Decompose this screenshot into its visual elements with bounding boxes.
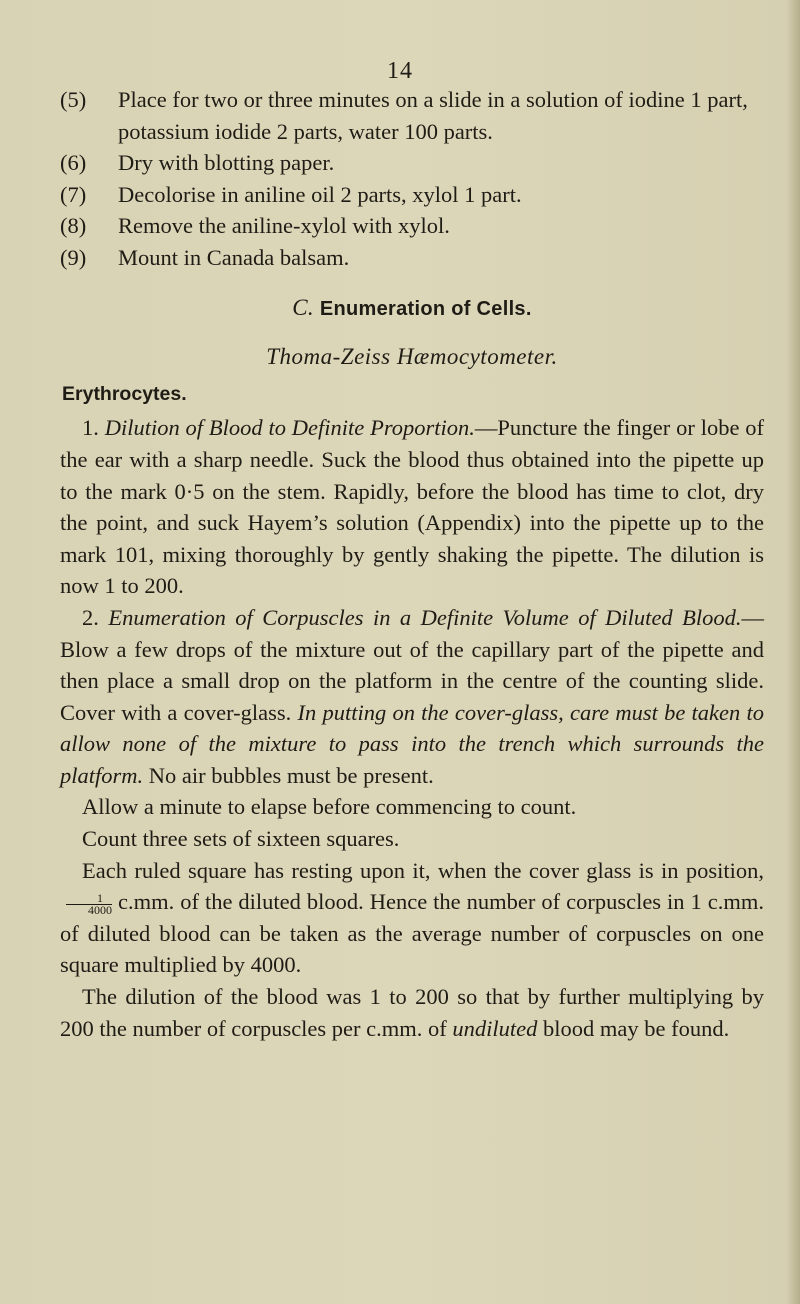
- para-lead: 1.: [82, 415, 105, 441]
- step-number: (5): [60, 87, 87, 112]
- paragraph-enumeration: [60, 602, 764, 792]
- step-item: [60, 242, 764, 274]
- para-text: The dilution of the blood was 1 to 200 so that by further multiplying by 200 the number of corpuscles per c.mm. of: [60, 984, 764, 1041]
- page-body: [60, 84, 764, 1044]
- para-italic: undiluted: [452, 1015, 538, 1041]
- para-text: Each ruled square has resting upon it, when the cover glass is in position,: [82, 857, 764, 883]
- step-item: [60, 84, 764, 147]
- para-title: Dilution of Blood to Definite Proportion.: [104, 415, 475, 441]
- para-italic: In putting on the cover-glass, care must be taken to allow none of the mixture to pass into the trench which surrounds the platform.: [60, 699, 764, 788]
- step-item: [60, 210, 764, 242]
- para-text: —Puncture the finger or lobe of the ear with a sharp needle. Suck the blood thus obtained into the pipette up to the mark 0·5 on the stem. Rapidly, before the blood has time to clot, dry the point, and suck Hayem’s solution (Appendix) into the pipette up to the mark 101, mixing thoroughly by gently shaking the pipette. The dilution is now 1 to 200.: [60, 415, 765, 599]
- para-title: Enumeration of Corpuscles in a Definite Volume of Diluted Blood.: [108, 604, 742, 630]
- paragraph-dilution: [60, 412, 764, 602]
- paragraph-wait: Allow a minute to elapse before commencing to count.: [82, 794, 577, 820]
- step-text: Dry with blotting paper.: [118, 150, 335, 176]
- paragraph-dilution-factor: [60, 981, 764, 1044]
- page-edge-shadow: [786, 0, 800, 1304]
- paragraph-count: Count three sets of sixteen squares.: [82, 826, 400, 852]
- step-item: [60, 147, 764, 179]
- section-title: Enumeration of Cells.: [319, 297, 532, 320]
- section-letter: C.: [292, 294, 314, 320]
- step-text: Mount in Canada balsam.: [118, 244, 350, 270]
- para-lead: 2.: [82, 604, 109, 630]
- page-number: 14: [387, 58, 413, 84]
- group-heading: Erythrocytes.: [62, 382, 187, 405]
- step-text: Decolorise in aniline oil 2 parts, xylol 1 part.: [118, 181, 522, 207]
- step-text: Place for two or three minutes on a slide in a solution of iodine 1 part, potassium iodide 2 parts, water 100 parts.: [118, 87, 748, 144]
- para-tail: No air bubbles must be present.: [143, 762, 434, 788]
- step-number: (6): [60, 150, 87, 176]
- step-item: [60, 179, 764, 211]
- fraction-numerator: 1: [66, 893, 112, 905]
- paragraph-ruled-square: [60, 855, 764, 981]
- step-text: Remove the aniline-xylol with xylol.: [118, 213, 450, 239]
- para-text: —Blow a few drops of the mixture out of the capillary part of the pipette and then place a small drop on the platform in the centre of the counting slide. Cover with a cover-glass.: [60, 604, 764, 725]
- fraction: [66, 890, 112, 917]
- step-number: (7): [60, 181, 87, 207]
- fraction-denominator: 4000: [88, 902, 112, 917]
- para-text: c.mm. of the diluted blood. Hence the number of corpuscles in 1 c.mm. of diluted blood can be taken as the average number of corpuscles on one square multiplied by 4000.: [60, 889, 764, 978]
- section-subtitle: Thoma-Zeiss Hæmocytometer.: [266, 344, 558, 370]
- step-number: (8): [60, 213, 87, 239]
- section-heading: [60, 292, 764, 326]
- step-number: (9): [60, 244, 87, 270]
- para-text: blood may be found.: [537, 1015, 730, 1041]
